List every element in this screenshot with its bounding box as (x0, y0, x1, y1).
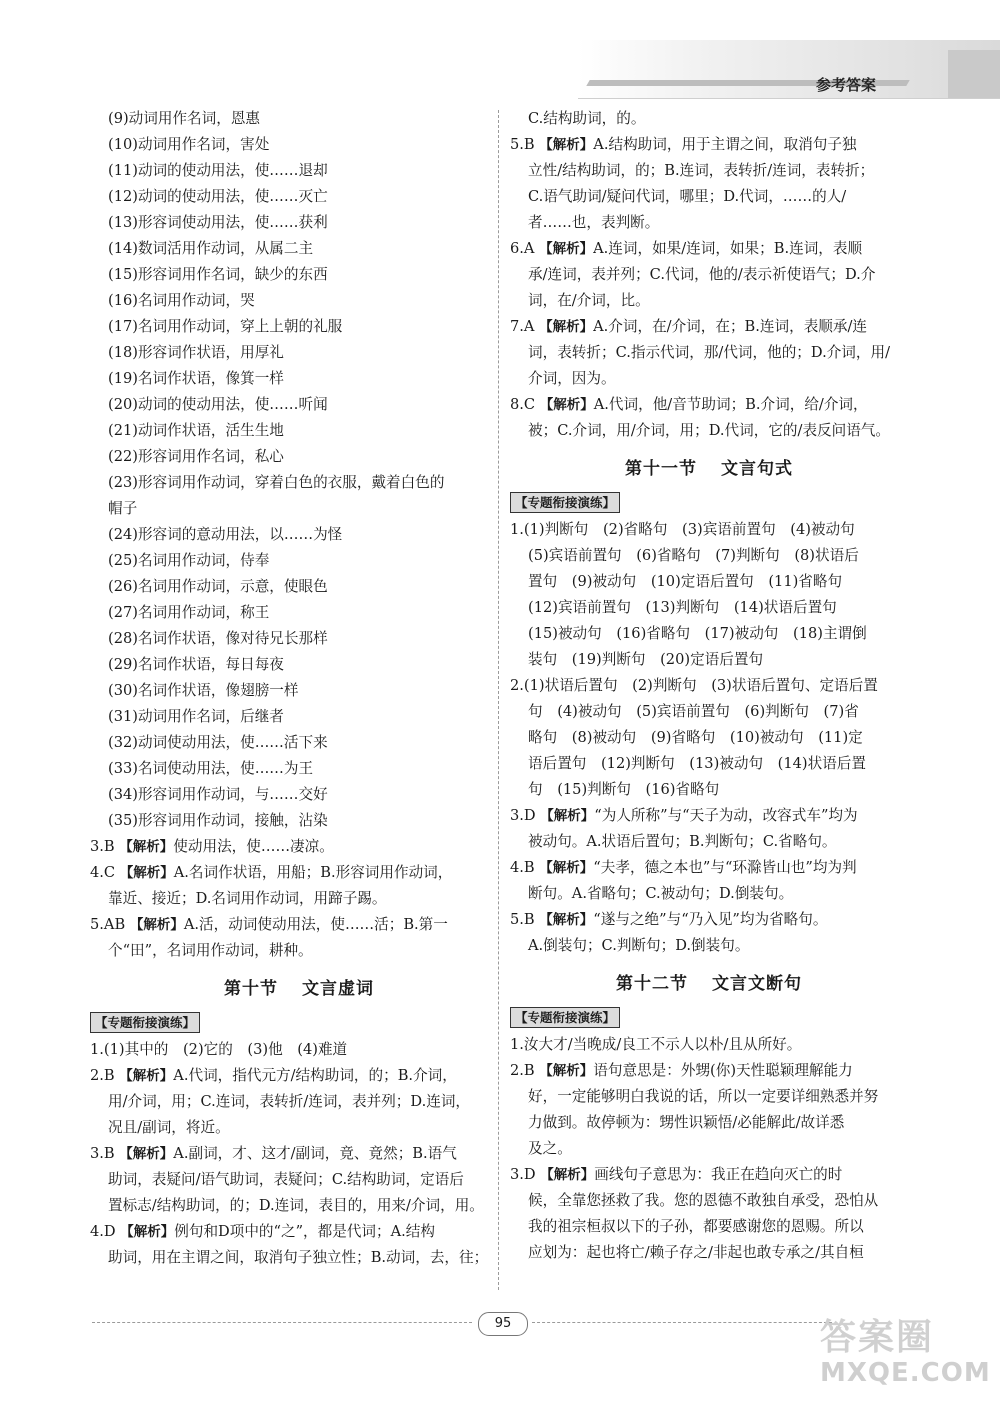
text-line: (32)动词使动用法，使……活下来 (108, 734, 328, 751)
answer-line: 5.AB 【解析】A.活，动词使动用法，使……活；B.第一 (90, 916, 448, 933)
section-name: 文言句式 (721, 459, 793, 479)
answer-line: 置句 (9)被动句 (10)定语后置句 (11)省略句 (528, 573, 843, 590)
text-line: (35)形容词用作动词，接触，沾染 (108, 812, 328, 829)
analysis-marker: 【解析】 (119, 865, 174, 881)
page-number: 95 (478, 1312, 528, 1336)
column-divider (498, 110, 499, 1290)
text-line: (15)形容词用作名词，缺少的东西 (108, 266, 328, 283)
footer-rule-left (92, 1322, 472, 1323)
section-name: 文言文断句 (712, 974, 802, 994)
answer-line: 5.B 【解析】A.结构助词，用于主谓之间，取消句子独 (510, 136, 857, 153)
section-number: 第十二节 (616, 974, 688, 994)
text-line: (30)名词作状语，像翅膀一样 (108, 682, 299, 699)
answer-line: (5)宾语前置句 (6)省略句 (7)判断句 (8)状语后 (528, 547, 859, 564)
answer-line: 助词，表疑问/语气助词，表疑问；C.结构助词，定语后 (108, 1171, 464, 1188)
text-line: (20)动词的使动用法，使……听闻 (108, 396, 328, 413)
answer-line: 词，表转折；C.指示代词，那/代词，他的；D.介词，用/ (528, 344, 891, 361)
answer-line: 7.A 【解析】A.介词，在/介词，在；B.连词，表顺承/连 (510, 318, 867, 335)
text-line: (21)动词作状语，活生生地 (108, 422, 284, 439)
text-line: (31)动词用作名词，后继者 (108, 708, 284, 725)
practice-tag: 【专题衔接演练】 (510, 1007, 620, 1028)
answer-line: 6.A 【解析】A.连词，如果/连词，如果；B.连词，表顺 (510, 240, 863, 257)
answer-line: 略句 (8)被动句 (9)省略句 (10)被动句 (11)定 (528, 729, 863, 746)
answer-line: 3.D 【解析】画线句子意思为：我正在趋向灭亡的时 (510, 1166, 843, 1183)
text-line: (10)动词用作名词，害处 (108, 136, 270, 153)
answer-line: 应划为：起也将亡/赖子存之/非起也敢专承之/其自桓 (528, 1244, 864, 1261)
text-line: 帽子 (108, 500, 138, 517)
analysis-marker: 【解析】 (539, 241, 594, 257)
analysis-marker: 【解析】 (540, 1167, 595, 1183)
text-line: (27)名词用作动词，称王 (108, 604, 270, 621)
analysis-marker: 【解析】 (539, 860, 594, 876)
practice-tag: 【专题衔接演练】 (510, 492, 620, 513)
text-line: (26)名词用作动词，示意，使眼色 (108, 578, 328, 595)
section-number: 第十节 (224, 979, 278, 999)
section-heading-10 (108, 976, 490, 1002)
right-column (510, 106, 908, 1266)
answer-line: 我的祖宗桓叔以下的子孙，都要感谢您的恩赐。所以 (528, 1218, 864, 1235)
text-line: (23)形容词用作动词，穿着白色的衣服，戴着白色的 (108, 474, 445, 491)
text-line: (22)形容词用作名词，私心 (108, 448, 284, 465)
analysis-marker: 【解析】 (119, 1146, 174, 1162)
text-line: (25)名词用作动词，侍奉 (108, 552, 270, 569)
analysis-marker: 【解析】 (120, 1224, 175, 1240)
answer-line: 1.(1)其中的 (2)它的 (3)他 (4)难道 (90, 1041, 348, 1058)
answer-line: 4.C 【解析】A.名词作状语，用船；B.形容词用作动词， (90, 864, 453, 881)
answer-line: 8.C 【解析】A.代词，他/音节助词；B.介词，给/介词， (510, 396, 868, 413)
answer-line: 置标志/结构助词，的；D.连词，表目的，用来/介词，用。 (108, 1197, 484, 1214)
answer-line: 4.D 【解析】例句和D项中的“之”，都是代词；A.结构 (90, 1223, 435, 1240)
answer-line: 句 (15)判断句 (16)省略句 (528, 781, 720, 798)
answer-line: 装句 (19)判断句 (20)定语后置句 (528, 651, 764, 668)
analysis-marker: 【解析】 (129, 917, 184, 933)
text-line: (14)数词活用作动词，从属二主 (108, 240, 314, 257)
answer-line: 1.汝大才/当晚成/良工不示人以朴/且从所好。 (510, 1036, 802, 1053)
answer-line: 好，一定能够明白我说的话，所以一定要详细熟悉并努 (528, 1088, 879, 1105)
right-answers-a (510, 106, 908, 444)
answer-line: 助词，用在主谓之间，取消句子独立性；B.动词，去，往； (108, 1249, 489, 1266)
answer-line: 用/介词，用；C.连词，表转折/连词，表并列；D.连词， (108, 1093, 471, 1110)
section-heading-11 (510, 456, 908, 482)
answer-line: 承/连词，表并列；C.代词，他的/表示祈使语气；D.介 (528, 266, 876, 283)
left-answers-a (90, 834, 490, 964)
left-lines-a (108, 106, 490, 834)
text-line: (28)名词作状语，像对待兄长那样 (108, 630, 328, 647)
answer-line: 语后置句 (12)判断句 (13)被动句 (14)状语后置 (528, 755, 866, 772)
section-name: 文言虚词 (302, 979, 374, 999)
answer-line: (12)宾语前置句 (13)判断句 (14)状语后置句 (528, 599, 837, 616)
answer-line: 3.B 【解析】A.副词，才、这才/副词，竟、竟然；B.语气 (90, 1145, 457, 1162)
answer-line: 被；C.介词，用/介词，用；D.代词，它的/表反问语气。 (528, 422, 891, 439)
header-title: 参考答案 (816, 76, 877, 94)
left-answers-b (90, 1010, 490, 1271)
answer-line: 候，全靠您拯救了我。您的恩德不敢独自承受，恐怕从 (528, 1192, 879, 1209)
analysis-marker: 【解析】 (119, 1068, 174, 1084)
text-line: (34)形容词用作动词，与……交好 (108, 786, 328, 803)
answer-line: 2.(1)状语后置句 (2)判断句 (3)状语后置句、定语后置 (510, 677, 878, 694)
answer-line: 2.B 【解析】A.代词，指代元方/结构助词，的；B.介词， (90, 1067, 457, 1084)
answer-line: 介词，因为。 (528, 370, 616, 387)
answer-line: 3.B 【解析】使动用法，使……凄凉。 (90, 838, 334, 855)
answer-line: (15)被动句 (16)省略句 (17)被动句 (18)主谓倒 (528, 625, 867, 642)
text-line: (13)形容词使动用法，使……获利 (108, 214, 328, 231)
answer-line: A.倒装句；C.判断句；D.倒装句。 (528, 937, 750, 954)
answer-line: 者……也，表判断。 (528, 214, 660, 231)
text-line: (33)名词使动用法，使……为王 (108, 760, 314, 777)
text-line: (19)名词作状语，像箕一样 (108, 370, 284, 387)
section-heading-12 (510, 971, 908, 997)
left-column (90, 106, 490, 1271)
answer-line: 个“田”，名词用作动词，耕种。 (108, 942, 313, 959)
answer-line: 句 (4)被动句 (5)宾语前置句 (6)判断句 (7)省 (528, 703, 859, 720)
watermark-text-top: 答案圈 (820, 1317, 935, 1358)
right-answers-b (510, 490, 908, 959)
text-line: (24)形容词的意动用法，以……为怪 (108, 526, 343, 543)
answer-line: C.结构助词，的。 (528, 110, 646, 127)
analysis-marker: 【解析】 (539, 912, 594, 928)
analysis-marker: 【解析】 (539, 397, 594, 413)
section-number: 第十一节 (625, 459, 697, 479)
answer-line: 词，在/介词，比。 (528, 292, 650, 309)
answer-line: 3.D 【解析】“为人所称”与“天子为动，改容式车”均为 (510, 807, 858, 824)
header-decoration (578, 40, 1000, 99)
answer-line: 被动句。A.状语后置句；B.判断句；C.省略句。 (528, 833, 837, 850)
text-line: (18)形容词作状语，用厚礼 (108, 344, 284, 361)
analysis-marker: 【解析】 (539, 137, 594, 153)
analysis-marker: 【解析】 (119, 839, 174, 855)
analysis-marker: 【解析】 (539, 1063, 594, 1079)
text-line: (12)动词的使动用法，使……灭亡 (108, 188, 328, 205)
answer-line: 靠近、接近；D.名词用作动词，用蹄子踢。 (108, 890, 387, 907)
answer-line: 2.B 【解析】语句意思是：外甥(你)天性聪颖理解能力 (510, 1062, 853, 1079)
analysis-marker: 【解析】 (540, 808, 595, 824)
answer-line: C.语气助词/疑问代词，哪里；D.代词，……的人/ (528, 188, 847, 205)
answer-line: 4.B 【解析】“夫孝，德之本也”与“环滁皆山也”均为判 (510, 859, 857, 876)
practice-tag: 【专题衔接演练】 (90, 1012, 200, 1033)
watermark-logo (820, 1318, 990, 1390)
header-decoration-block (948, 50, 1000, 98)
answer-line: 5.B 【解析】“遂与之绝”与“乃入见”均为省略句。 (510, 911, 828, 928)
answer-line: 1.(1)判断句 (2)省略句 (3)宾语前置句 (4)被动句 (510, 521, 855, 538)
answer-line: 及之。 (528, 1140, 572, 1157)
text-line: (11)动词的使动用法，使……退却 (108, 162, 328, 179)
right-answers-c (510, 1005, 908, 1266)
analysis-marker: 【解析】 (539, 319, 594, 335)
text-line: (29)名词作状语，每日每夜 (108, 656, 284, 673)
footer-rule-right (532, 1322, 832, 1323)
text-line: (9)动词用作名词，恩惠 (108, 110, 261, 127)
answer-line: 立性/结构助词，的；B.连词，表转折/连词，表转折； (528, 162, 875, 179)
text-line: (16)名词用作动词，哭 (108, 292, 255, 309)
answer-line: 断句。A.省略句；C.被动句；D.倒装句。 (528, 885, 794, 902)
text-line: (17)名词用作动词，穿上上朝的礼服 (108, 318, 343, 335)
watermark-text-bottom: MXQE.COM (820, 1358, 991, 1388)
answer-line: 况且/副词，将近。 (108, 1119, 230, 1136)
answer-line: 力做到。故停顿为：甥性识颖悟/必能解此/故详悉 (528, 1114, 845, 1131)
